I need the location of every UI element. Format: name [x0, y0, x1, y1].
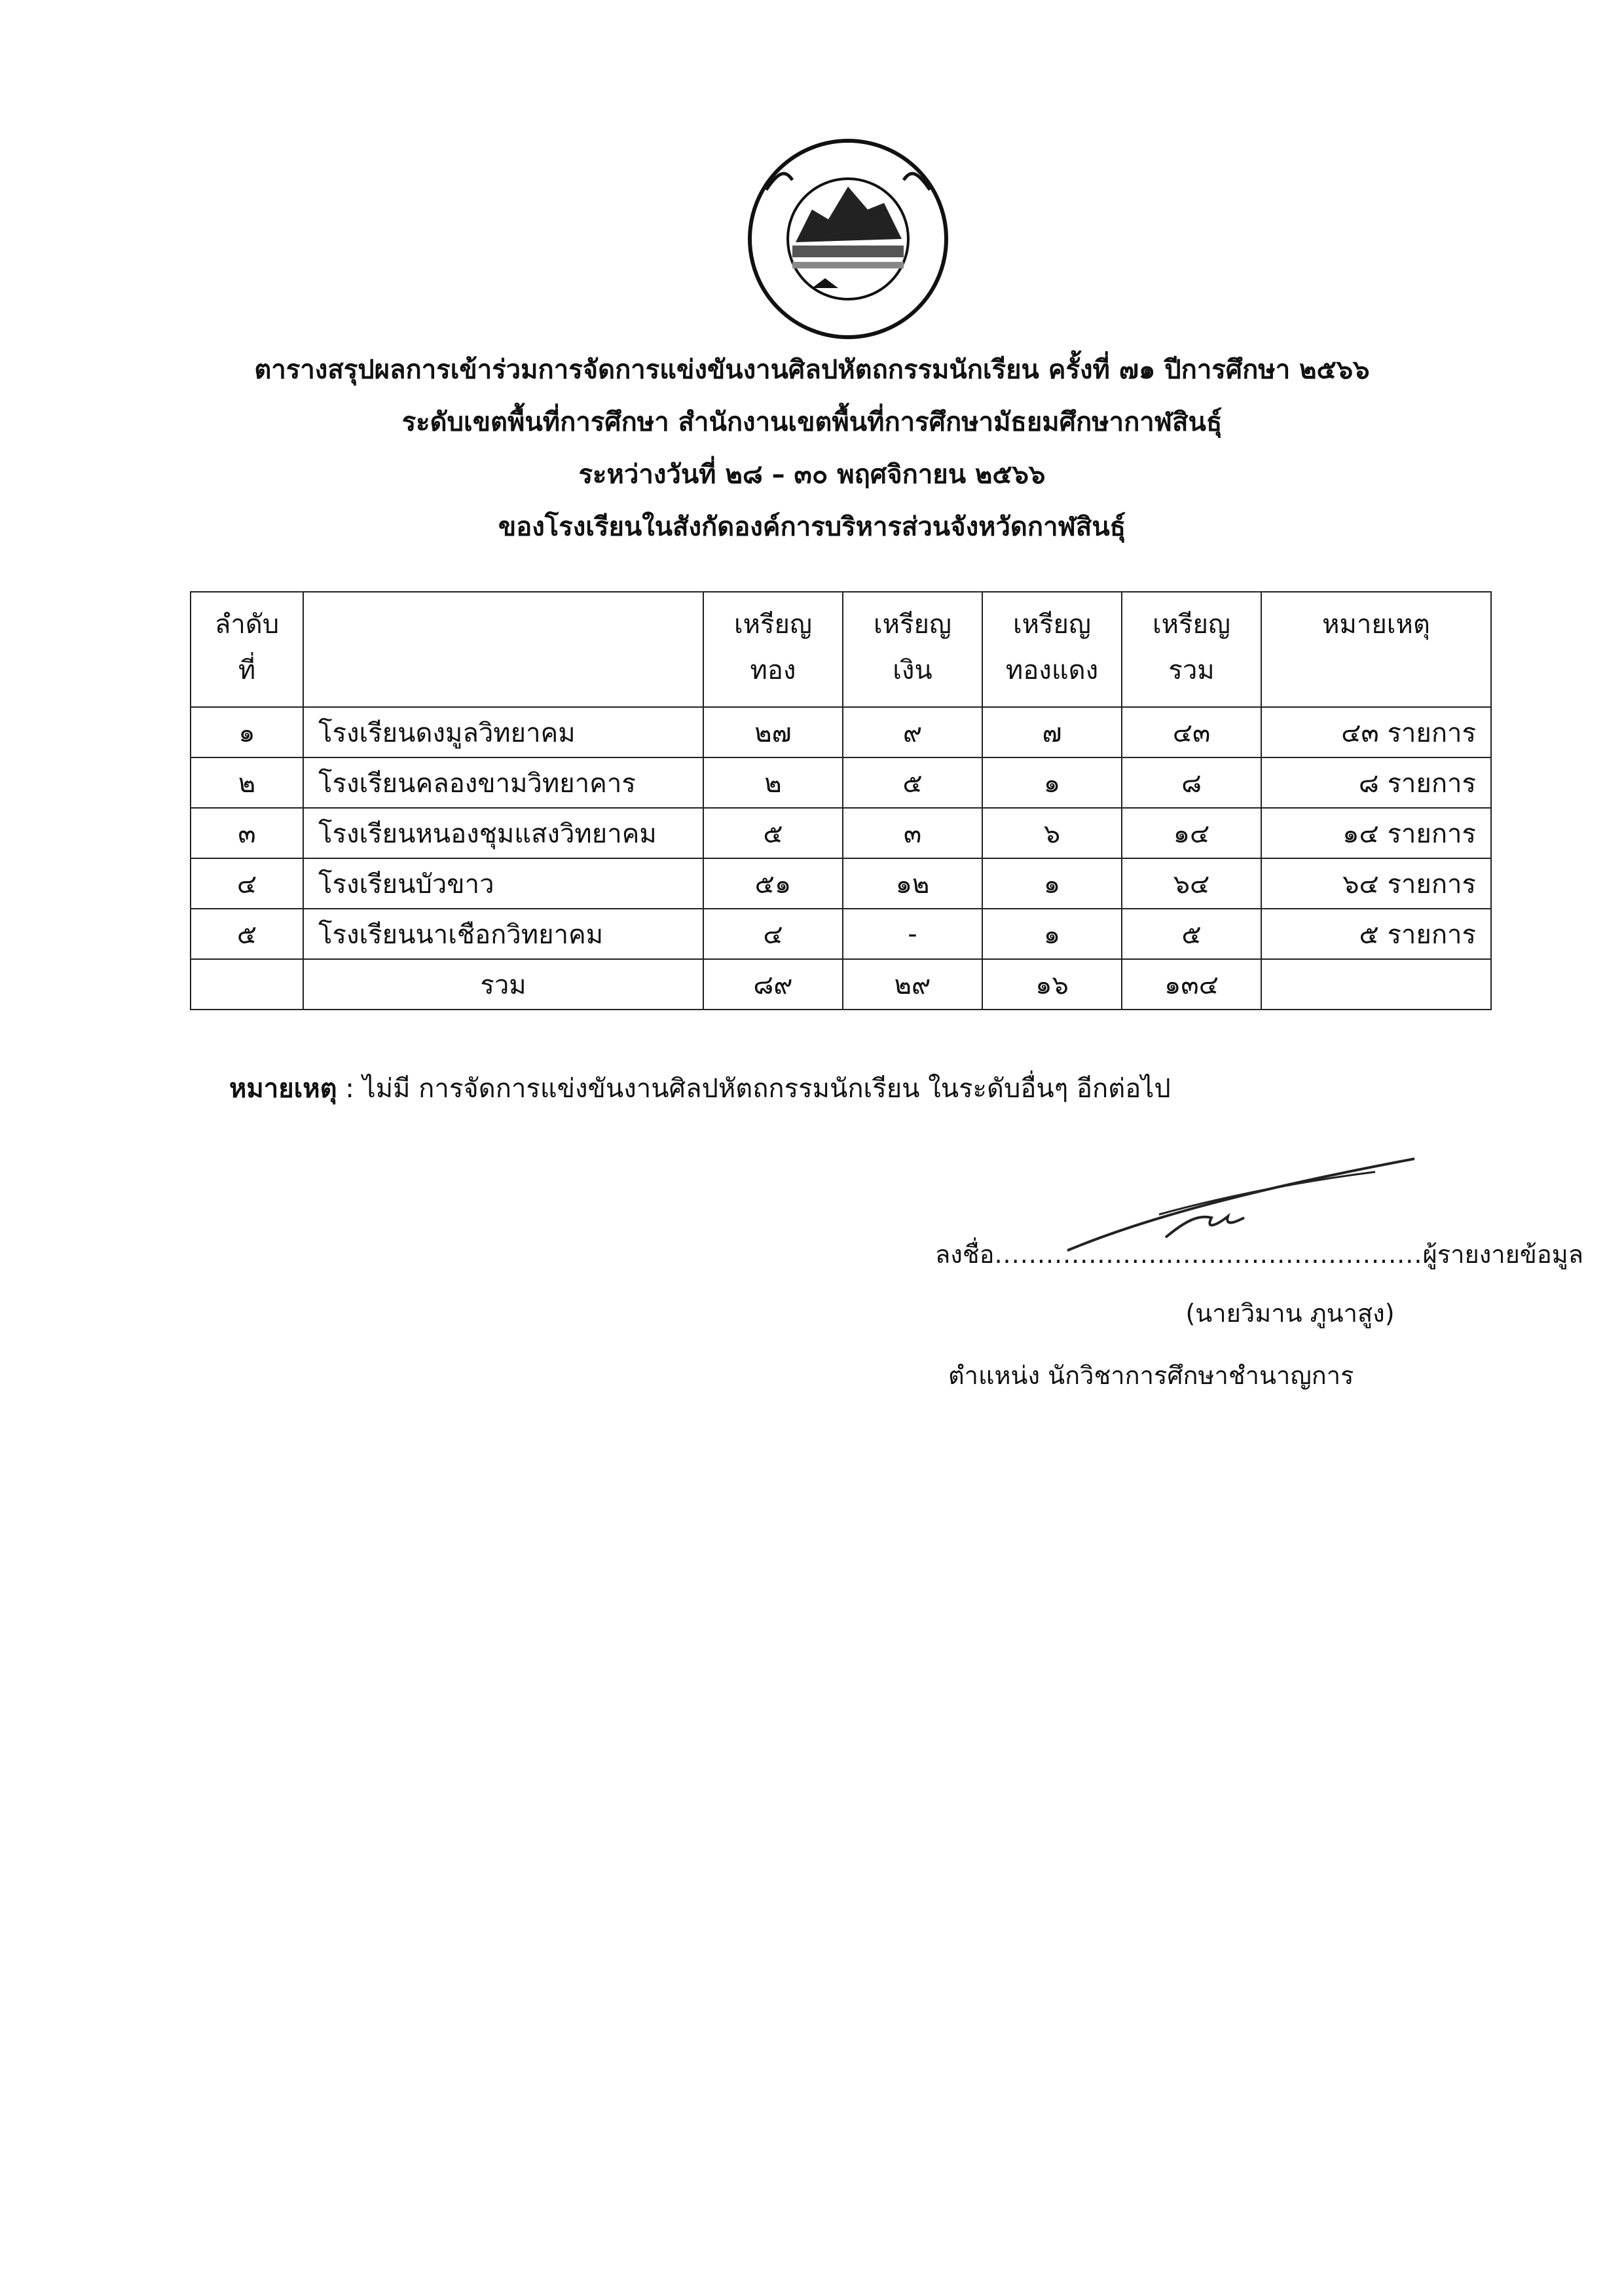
- gold-count: ๕๑: [703, 858, 843, 909]
- remark: [229, 1067, 1171, 1109]
- table-header-row: [191, 592, 1491, 707]
- total-count: ๑๔: [1122, 808, 1261, 858]
- totals-note-cell: [1261, 959, 1491, 1010]
- school-name: โรงเรียนนาเชือกวิทยาคม: [303, 909, 703, 959]
- title-line-3: ระหว่างวันที่ ๒๘ – ๓๐ พฤศจิกายน ๒๕๖๖: [578, 460, 1046, 490]
- sign-suffix: ผู้รายงายข้อมูล: [1422, 1240, 1584, 1269]
- signature-line: [935, 1234, 1583, 1274]
- organization-seal: [740, 131, 956, 347]
- header-silver: เหรียญ เงิน: [843, 592, 982, 707]
- bronze-count: ๑: [982, 909, 1122, 959]
- total-count: ๘: [1122, 757, 1261, 808]
- table-row: [191, 757, 1491, 808]
- medal-summary-table: [190, 591, 1492, 1010]
- row-no: ๒: [191, 757, 303, 808]
- header-no: ลำดับ ที่: [191, 592, 303, 707]
- totals-label: รวม: [303, 959, 703, 1010]
- signer-position: ตำแหน่ง นักวิชาการศึกษาชำนาญการ: [948, 1361, 1354, 1390]
- totals-total: ๑๓๔: [1122, 959, 1261, 1010]
- gold-count: ๒๗: [703, 707, 843, 757]
- row-no: ๕: [191, 909, 303, 959]
- row-note: ๔๓ รายการ: [1261, 707, 1491, 757]
- total-count: ๖๔: [1122, 858, 1261, 909]
- remark-text: ไม่มี การจัดการแข่งขันงานศิลปหัตถกรรมนักเรียน ในระดับอื่นๆ อีกต่อไป: [362, 1074, 1171, 1104]
- bronze-count: ๑: [982, 858, 1122, 909]
- row-no: ๑: [191, 707, 303, 757]
- table-row: [191, 707, 1491, 757]
- header-school: [303, 592, 703, 707]
- school-name: โรงเรียนคลองขามวิทยาคาร: [303, 757, 703, 808]
- totals-bronze: ๑๖: [982, 959, 1122, 1010]
- row-no: ๓: [191, 808, 303, 858]
- silver-count: ๕: [843, 757, 982, 808]
- silver-count: ๙: [843, 707, 982, 757]
- header-bronze: เหรียญ ทองแดง: [982, 592, 1122, 707]
- title-line-4: ของโรงเรียนในสังกัดองค์การบริหารส่วนจังหวัดกาฬสินธุ์: [498, 512, 1126, 542]
- bronze-count: ๑: [982, 757, 1122, 808]
- school-name: โรงเรียนบัวขาว: [303, 858, 703, 909]
- bronze-count: ๗: [982, 707, 1122, 757]
- school-name: โรงเรียนหนองชุมแสงวิทยาคม: [303, 808, 703, 858]
- totals-silver: ๒๙: [843, 959, 982, 1010]
- remark-label: หมายเหตุ: [229, 1074, 337, 1104]
- gold-count: ๕: [703, 808, 843, 858]
- header-note: หมายเหตุ: [1261, 592, 1491, 707]
- row-note: ๑๔ รายการ: [1261, 808, 1491, 858]
- document-title: [0, 344, 1624, 553]
- remark-separator: :: [345, 1074, 354, 1104]
- title-line-1: ตารางสรุปผลการเข้าร่วมการจัดการแข่งขันงานศิลปหัตถกรรมนักเรียน ครั้งที่ ๗๑ ปีการศึกษา ๒๕๖๖: [254, 355, 1370, 385]
- row-no: ๔: [191, 858, 303, 909]
- signer-name: (นายวิมาน ภูนาสูง): [1185, 1299, 1395, 1328]
- silver-count: ๓: [843, 808, 982, 858]
- bronze-count: ๖: [982, 808, 1122, 858]
- total-count: ๔๓: [1122, 707, 1261, 757]
- sign-dots: ..................................................: [994, 1240, 1423, 1269]
- silver-count: ๑๒: [843, 858, 982, 909]
- silver-count: -: [843, 909, 982, 959]
- title-line-2: ระดับเขตพื้นที่การศึกษา สำนักงานเขตพื้นที่การศึกษามัธยมศึกษากาฬสินธุ์: [401, 407, 1223, 437]
- row-note: ๘ รายการ: [1261, 757, 1491, 808]
- totals-no-cell: [191, 959, 303, 1010]
- totals-gold: ๘๙: [703, 959, 843, 1010]
- table-row: [191, 909, 1491, 959]
- gold-count: ๒: [703, 757, 843, 808]
- header-gold: เหรียญ ทอง: [703, 592, 843, 707]
- gold-count: ๔: [703, 909, 843, 959]
- totals-row: [191, 959, 1491, 1010]
- row-note: ๖๔ รายการ: [1261, 858, 1491, 909]
- header-total: เหรียญ รวม: [1122, 592, 1261, 707]
- school-name: โรงเรียนดงมูลวิทยาคม: [303, 707, 703, 757]
- row-note: ๕ รายการ: [1261, 909, 1491, 959]
- table-row: [191, 808, 1491, 858]
- total-count: ๕: [1122, 909, 1261, 959]
- sign-prefix: ลงชื่อ: [935, 1240, 995, 1269]
- table-row: [191, 858, 1491, 909]
